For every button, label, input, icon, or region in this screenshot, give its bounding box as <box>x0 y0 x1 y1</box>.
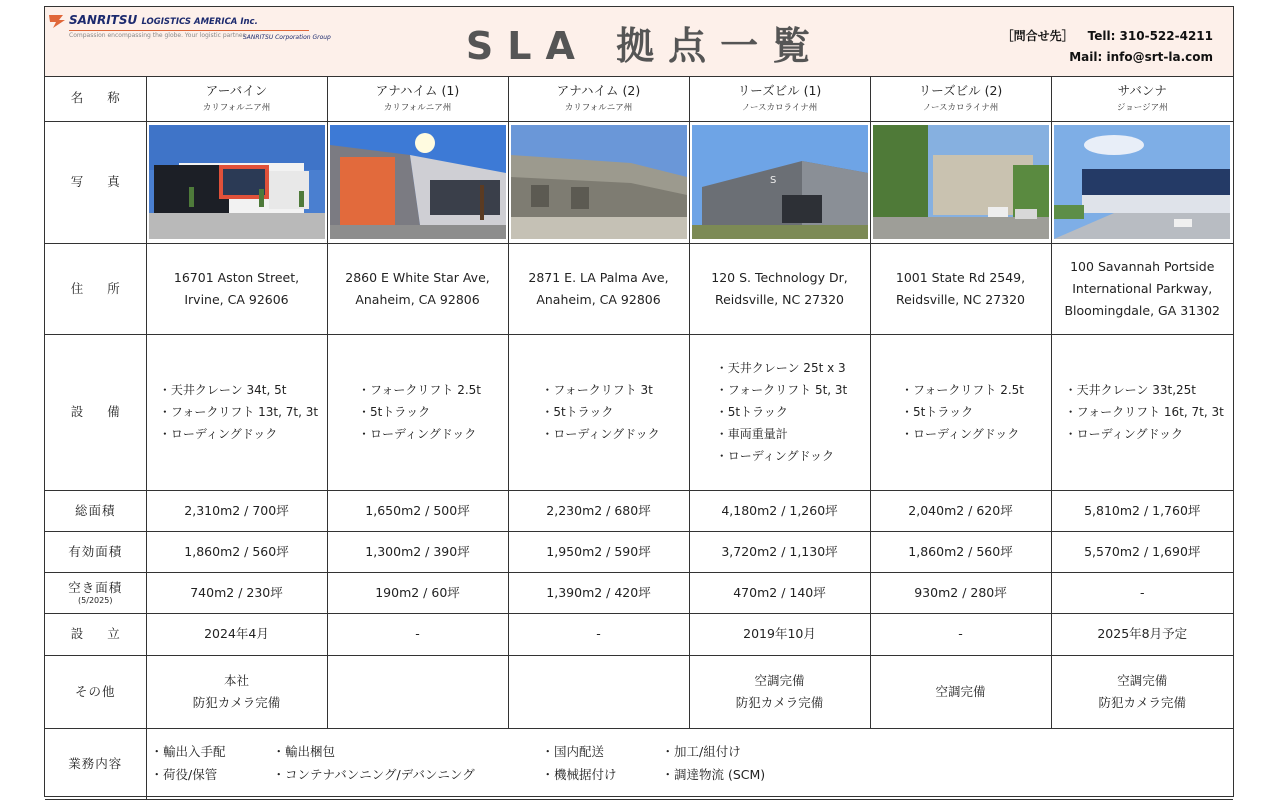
label-effective-area: 有効面積 <box>45 531 146 572</box>
total-area-cell: 2,040m2 / 620坪 <box>870 490 1051 531</box>
other-cell <box>327 655 508 728</box>
location-name: サバンナ <box>1117 83 1167 99</box>
other-cell <box>870 655 1051 728</box>
label-business: 業務内容 <box>45 728 146 799</box>
label-address: 住 所 <box>45 243 146 334</box>
company-logo <box>47 11 331 51</box>
address-line: Reidsville, NC 27320 <box>714 291 844 307</box>
established-cell: - <box>870 613 1051 655</box>
established-cell: 2019年10月 <box>689 613 870 655</box>
photo-cell <box>1051 121 1233 243</box>
vacant-area-cell: 740m2 / 230坪 <box>146 572 327 613</box>
label-established: 設 立 <box>45 613 146 655</box>
established-cell: 2025年8月予定 <box>1051 613 1233 655</box>
equipment-item: ・5tトラック <box>715 405 788 419</box>
other-item: 防犯カメラ完備 <box>1098 694 1186 710</box>
address-line: 120 S. Technology Dr, <box>711 269 848 285</box>
other-item: 防犯カメラ完備 <box>192 694 281 710</box>
photo-cell <box>689 121 870 243</box>
effective-area-cell: 5,570m2 / 1,690坪 <box>1051 531 1233 572</box>
business-item: ・輸出梱包 <box>272 743 336 759</box>
address-row <box>45 243 1233 334</box>
location-name: アナハイム (1) <box>375 83 460 99</box>
address-line: 16701 Aston Street, <box>173 269 300 285</box>
effective-area-row <box>45 531 1233 572</box>
other-cell <box>146 655 327 728</box>
equipment-item: ・フォークリフト 16t, 7t, 3t <box>1064 405 1224 419</box>
equipment-row <box>45 334 1233 490</box>
equipment-item: ・フォークリフト 2.5t <box>357 383 481 397</box>
established-cell: - <box>508 613 689 655</box>
effective-area-cell: 1,860m2 / 560坪 <box>870 531 1051 572</box>
established-row <box>45 613 1233 655</box>
location-state: カリフォルニア州 <box>564 103 633 114</box>
other-item: 空調完備 <box>754 672 805 688</box>
warehouse-photo-anaheim-2 <box>511 125 687 239</box>
logo-rule <box>69 30 309 31</box>
location-name: アーバイン <box>205 83 268 99</box>
contact-tel[interactable]: Tell: 310-522-4211 <box>1087 29 1213 43</box>
vacant-area-cell: 190m2 / 60坪 <box>327 572 508 613</box>
vacant-area-cell: 470m2 / 140坪 <box>689 572 870 613</box>
equipment-item: ・フォークリフト 3t <box>541 383 653 397</box>
established-cell: - <box>327 613 508 655</box>
effective-area-cell: 1,300m2 / 390坪 <box>327 531 508 572</box>
address-line: Anaheim, CA 92806 <box>355 291 480 307</box>
location-state: ジョージア州 <box>1116 103 1168 114</box>
address-line: Irvine, CA 92606 <box>184 291 289 307</box>
equipment-cell <box>870 334 1051 490</box>
location-name: アナハイム (2) <box>556 83 641 99</box>
other-row <box>45 655 1233 728</box>
location-table <box>45 76 1233 800</box>
contact-mail[interactable]: Mail: info@srt-la.com <box>1069 50 1213 64</box>
location-state: カリフォルニア州 <box>383 103 452 114</box>
label-other: その他 <box>45 655 146 728</box>
established-cell: 2024年4月 <box>146 613 327 655</box>
location-name-cell <box>146 76 327 121</box>
business-item: ・機械据付け <box>541 766 617 782</box>
business-item: ・国内配送 <box>541 743 605 759</box>
effective-area-cell: 1,950m2 / 590坪 <box>508 531 689 572</box>
address-line: 2871 E. LA Palma Ave, <box>528 269 669 285</box>
effective-area-cell: 3,720m2 / 1,130坪 <box>689 531 870 572</box>
warehouse-photo-reidsville-2 <box>873 125 1049 239</box>
location-name: リーズビル (2) <box>918 83 1003 99</box>
location-state: ノースカロライナ州 <box>741 103 818 114</box>
total-area-row <box>45 490 1233 531</box>
label-name: 名 称 <box>45 76 146 121</box>
other-item: 防犯カメラ完備 <box>735 694 824 710</box>
address-line: Bloomingdale, GA 31302 <box>1064 302 1221 318</box>
warehouse-photo-anaheim-1 <box>330 125 506 239</box>
business-item: ・荷役/保管 <box>150 766 218 782</box>
location-state: ノースカロライナ州 <box>922 103 999 114</box>
label-equipment: 設 備 <box>45 334 146 490</box>
total-area-cell: 4,180m2 / 1,260坪 <box>689 490 870 531</box>
photo-row <box>45 121 1233 243</box>
address-cell <box>689 243 870 334</box>
total-area-cell: 2,230m2 / 680坪 <box>508 490 689 531</box>
address-line: International Parkway, <box>1072 280 1213 296</box>
location-state: カリフォルニア州 <box>202 103 271 114</box>
vacant-area-row <box>45 572 1233 613</box>
address-line: Reidsville, NC 27320 <box>895 291 1025 307</box>
equipment-cell <box>1051 334 1233 490</box>
equipment-item: ・ローディングドック <box>900 427 1020 441</box>
warehouse-photo-irvine <box>149 125 325 239</box>
equipment-item: ・天井クレーン 33t,25t <box>1064 383 1197 397</box>
location-name-cell <box>1051 76 1233 121</box>
other-item: 本社 <box>223 672 249 688</box>
equipment-item: ・フォークリフト 5t, 3t <box>715 383 848 397</box>
equipment-item: ・5tトラック <box>900 405 974 419</box>
equipment-item: ・ローディングドック <box>357 427 477 441</box>
header-banner <box>45 7 1233 77</box>
equipment-cell <box>689 334 870 490</box>
other-item: 空調完備 <box>1117 672 1168 688</box>
page-title: SLA 拠点一覧 <box>465 24 825 68</box>
equipment-item: ・天井クレーン 25t x 3 <box>715 361 846 375</box>
location-name-cell <box>327 76 508 121</box>
business-row <box>45 728 1233 799</box>
location-name-cell <box>689 76 870 121</box>
business-item: ・コンテナバンニング/デバンニング <box>272 766 475 782</box>
photo-cell <box>327 121 508 243</box>
vacant-area-cell: 1,390m2 / 420坪 <box>508 572 689 613</box>
label-vacant-area: 空き面積 (5/2025) <box>45 572 146 613</box>
equipment-item: ・フォークリフト 2.5t <box>900 383 1024 397</box>
name-row <box>45 76 1233 121</box>
contact-info <box>1002 26 1213 68</box>
label-photo: 写 真 <box>45 121 146 243</box>
business-item: ・輸出入手配 <box>150 743 226 759</box>
address-cell <box>870 243 1051 334</box>
business-item: ・調達物流 (SCM) <box>661 766 766 782</box>
vacant-area-cell: 930m2 / 280坪 <box>870 572 1051 613</box>
equipment-item: ・ローディングドック <box>158 427 278 441</box>
address-line: 100 Savannah Portside <box>1070 258 1215 274</box>
equipment-item: ・フォークリフト 13t, 7t, 3t <box>158 405 319 419</box>
equipment-item: ・天井クレーン 34t, 5t <box>158 383 287 397</box>
location-name: リーズビル (1) <box>737 83 822 99</box>
logo-wordmark: SANRITSU LOGISTICS AMERICA Inc. <box>69 13 258 27</box>
equipment-cell <box>508 334 689 490</box>
total-area-cell: 5,810m2 / 1,760坪 <box>1051 490 1233 531</box>
effective-area-cell: 1,860m2 / 560坪 <box>146 531 327 572</box>
vacant-area-cell: - <box>1051 572 1233 613</box>
address-line: 2860 E White Star Ave, <box>345 269 490 285</box>
logo-group-name: SANRITSU Corporation Group <box>243 34 331 41</box>
address-cell <box>1051 243 1233 334</box>
equipment-item: ・5tトラック <box>357 405 431 419</box>
business-cell <box>146 728 1233 799</box>
photo-cell <box>508 121 689 243</box>
equipment-item: ・車両重量計 <box>715 427 788 441</box>
other-item: 空調完備 <box>935 683 986 699</box>
label-total-area: 総面積 <box>45 490 146 531</box>
address-cell <box>508 243 689 334</box>
address-cell <box>327 243 508 334</box>
equipment-item: ・ローディングドック <box>715 449 835 463</box>
contact-label: ［問合せ先］ <box>1001 29 1074 43</box>
address-line: Anaheim, CA 92806 <box>536 291 661 307</box>
other-cell <box>508 655 689 728</box>
logo-tagline: Compassion encompassing the globe. Your logistic partner <box>69 32 246 39</box>
sanritsu-logo-icon <box>47 12 67 30</box>
equipment-cell <box>146 334 327 490</box>
vacant-area-date-note: (5/2025) <box>78 595 113 605</box>
warehouse-photo-savannah <box>1054 125 1230 239</box>
equipment-item: ・5tトラック <box>541 405 614 419</box>
photo-cell <box>146 121 327 243</box>
address-line: 1001 State Rd 2549, <box>895 269 1026 285</box>
equipment-item: ・ローディングドック <box>1064 427 1183 441</box>
equipment-item: ・ローディングドック <box>541 427 660 441</box>
location-name-cell <box>508 76 689 121</box>
warehouse-photo-reidsville-1 <box>692 125 868 239</box>
other-cell <box>689 655 870 728</box>
location-sheet <box>44 6 1234 797</box>
svg-text:S: S <box>769 175 776 186</box>
total-area-cell: 2,310m2 / 700坪 <box>146 490 327 531</box>
location-name-cell <box>870 76 1051 121</box>
business-item: ・加工/組付け <box>661 743 741 759</box>
address-cell <box>146 243 327 334</box>
other-cell <box>1051 655 1233 728</box>
equipment-cell <box>327 334 508 490</box>
photo-cell <box>870 121 1051 243</box>
total-area-cell: 1,650m2 / 500坪 <box>327 490 508 531</box>
